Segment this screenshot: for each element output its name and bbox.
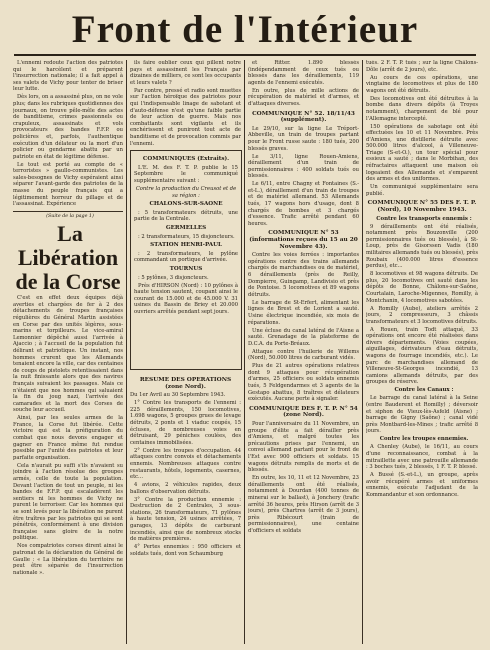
article-paragraph: En outre, les 10, 11 et 12 Novembre, 23 déraillements ont été réalisés, notamment à Dourdan (400 tonnes de minerai sur le ballast), à Jonchery (trafic arrêté 36 heures, près Hirson (arrêt de 3 jours), près Chartres (arrêt de 3 jours), près Ribécourt (train de permissionnaires), une centaine d'officiers et soldats <box>248 475 359 534</box>
article-paragraph: Contre les voies ferrées : importantes opérations contre des trains allemands chargés de marchandises ou de matériel, 6 déraillements (près de Reilly, Dompierre, Guingamp, Landivisio et près de Pontoise. 5 locomotives et 89 wagons détruits. <box>248 252 359 298</box>
article-paragraph: Par contre, pressé et radio sont muettes sur l'action héroïque des patriotes pour qui l'indispensable linage de sabotant et d'auto-défense n'est qu'une faible partie de leur action de guerre. Mais nos combattants sont vigilants et ils enchérissent et puniront tout acte de banditisme et de provocation commis par l'ennemi. <box>130 87 241 147</box>
article-paragraph: tués. 2 F. T. P. tués ; sur la ligne Châlons-Dôle (arrêt de 2 jours), etc. <box>366 60 478 73</box>
article-paragraph: A Rouen, train Todt attaqué, 33 opérations ont encore été réalisées dans divers départements. (Voies coupées, aiguillages, dérivateurs d'eau détruits, wagons de fourrage incendiés, etc.). Le parc de marchandises allemand de Villeneuve-St-Georges incendié, 13 camions allemands détruits, par des groupes de réserve. <box>366 326 478 386</box>
section-heading: COMMUNIQUE N° 53 (informations reçues du 15 au 20 Novembre 43). <box>249 230 358 250</box>
section-heading: COMMUNIQUE N° 55 DES F. T. P. (Nord), 10 Novembre 1943. <box>367 200 477 214</box>
article-paragraph: C'est en effet deux équipes déjà averties et chargées de fer à 2 des détachements de troupes françaises régulières du Général Martin assistées en Corse par des unités légères, sous-marins et torpilleurs. Le vice-amiral Lemonnier dépêché aussi l'arrivée à Ajaccio ; à l'accueil de la population fut délirant et patriotique. Un instant, nos hommes crurent que les Allemands tenaient encore la ville, car des centaines de coups de pistolets retentissaient dans la nuit finissante alors que des navires français suivaient les passages. Mais ce n'étaient que nos hommes qui saluaient la fin du joug nazi, l'arrivée des camarades et la mort des Corses de souche leur accueil. <box>13 295 123 414</box>
place-heading: STATION HENRI-PAUL <box>150 242 222 249</box>
article-paragraph: 4° Pertes ennemies : 950 officiers et soldats tués, dont von Schaumburg <box>130 544 241 557</box>
column-3 <box>248 60 359 646</box>
continuation-note: (Suite de la page 1) <box>46 213 94 219</box>
article-paragraph: L'ennemi redoute l'action des patriotes qui le harcèlent et préparent l'insurrection nationale; il a fait appel à ses valets de Vichy pour tenter de briser leur lutte. <box>13 60 123 93</box>
article-paragraph: 3° Contre la production ennemie : Destruction de 2 Centrales, 3 sous-stations, 26 transformateurs, 71 pylônes à haute tension, 24 usines arrêtées, 7 garages, 13 dépôts de carburant incendiés, ainsi que de nombreux stocks de matières premières. <box>130 496 241 543</box>
article-paragraph: et Ritter. 1.890 blessés (indépendamment de ceux tués ou blessés dans les déraillements, 119 agents de l'ennemi exécutés. <box>248 60 359 86</box>
article-headline: La Libération de la Corse <box>15 220 121 294</box>
box-paragraph: : 2 transformateurs, 15 disjoncteurs. <box>138 233 235 240</box>
section-subheading: Contre les Canaux : <box>394 387 454 394</box>
column-1 <box>13 60 123 646</box>
article-paragraph: Un communiqué supplémentaire sera publié. <box>366 184 478 197</box>
article-paragraph: Le tout est porté au compte de « terroristes » gaullo-communistes. Les sales-besognes de Vichy espéraient ainsi séparer l'avant-garde des patriotes de la masse du peuple français qui a légitimement horreur du pillage et de l'assassinat. Expérience <box>13 161 123 208</box>
article-paragraph: Le 6/11, entre Chagny et Fontaines (S.-et-L.), déraillement d'un train de troupes et de matériel allemand. 53 Allemands tués, 17 wagons hors d'usage, dont 8 chargés de bombes et 3 chargés d'essence. Trafic arrêté pendant 60 heures. <box>248 181 359 227</box>
article-paragraph: A Bussé (S.-et-L.), un groupe, après avoir récupéré armes et uniformes ennemis, exécute l'adjudant de la Kommandantur et son ordonnance. <box>366 472 478 498</box>
box-subheading: Contre la production du Creusot et de sa région : <box>135 185 237 199</box>
article-paragraph: Le 3/11, ligne Rouen-Amiens, déraillement d'un train de permissionnaires : 400 soldats tués ou blessés. <box>248 153 359 180</box>
article-paragraph: 1° Contre les transports de l'ennemi : 225 déraillements, 150 locomotives, 1.698 wagons, 5 groupes grues de levage détruits, 2 ponts et 1 viaduc coupés, 15 écluses, de nombreuses voies en détruisant, 29 péniches coulées, des centaines immobilisées. <box>130 400 241 446</box>
article-paragraph: 8 locomotives et 98 wagons détruits. De plus, 20 locomotives ont sauté dans les dépôts de Bonne, Châlons-sur-Saône, Courtalain, Laroche-Migennes, Romilly, à Montchanin, 4 locomotives sabotées. <box>366 271 478 304</box>
box-heading: COMMUNIQUES (Extraits). <box>142 156 230 162</box>
place-heading: TOURNUS <box>169 265 203 272</box>
article-paragraph: 4 avions, 2 véhicules rapides, deux ballons d'observation détruits. <box>130 482 241 495</box>
column-4 <box>366 60 478 646</box>
section-heading: RESUME DES OPERATIONS (zone Nord). <box>139 377 232 390</box>
box-paragraph: : 2 transformateurs, le pylône commandant un portique d'arrivée. <box>134 250 238 264</box>
article-paragraph: Une écluse du canal latéral de l'Aisne a sauté. Grenadage de la plateforme de D.C.A. du Porte-Bréaux. <box>248 327 359 347</box>
article-paragraph: ils faire oublier ceux qui pillent notre pays et assassinent les Français par dizaines de milliers, ce sont les occupants et leurs valets ? <box>130 60 241 86</box>
article-paragraph: A Chenley (Aube), le 16/11, au cours d'une reconnaissance, combat à la mitraillette avec une patrouille allemande : 3 boches tués, 2 blessés, 1 F. T. P. blessé. <box>366 444 478 471</box>
article-paragraph: Le barrage de St-Erfert, alimentant les lignes de Brest et de Lorient a sauté. Usine électrique incendiée, six mois de réparations. <box>248 299 359 326</box>
article-paragraph: Pour l'anniversaire du 11 Novembre, un groupe d'élite a fait dérailler près d'Amiens, et malgré toutes les précautions prises par l'ennemi, un convoi allemand partant pour le front de l'Est avec 900 officiers et soldats. 15 wagons détruits remplis de morts et de blessés. <box>248 421 359 474</box>
article-paragraph: Dès lors, on a assassiné plus, on ne vole plus; dans les rubriques quotidiennes des journaux, on trouve pêle-mêle des actes de banditisme, crimes passionnels ou crapuleux, assassinats et vols provocateurs des bandes F.F.P. ou policières et, parfois, l'authentique exécution d'un délateur ou la mort d'un policier ou gendarme abattu par un patriote en état de légitime défense. <box>13 94 123 160</box>
article-paragraph: Attaque contre l'huilerie de Willems (Nord), 50.000 litres de carburant vidés. <box>248 348 359 362</box>
box-paragraph: : 5 transformateurs détruits, une partie de la Centrale. <box>134 209 238 223</box>
article-paragraph: Au cours de ces opérations, une vingtaine de locomotives et plus de 180 wagons ont été détruits. <box>366 74 478 94</box>
section-heading: COMMUNIQUE N° 52. 18/11/43 (supplément). <box>252 110 355 124</box>
article-paragraph: Plus de 21 autres opérations relatives dont 9 attaques pour récupération d'armes, 25 officiers ou soldats ennemis tués, 5 Feldgendarmes et 3 agents de la Gestapo abattus, 8 traîtres et délateurs exécutés. Aucune perte à signaler. <box>248 363 359 403</box>
column-divider-3 <box>362 60 363 644</box>
masthead-title: Front de l'Intérieur <box>71 8 419 51</box>
article-paragraph: Du 1er Avril au 30 Septembre 1943. <box>130 392 226 399</box>
place-heading: GERMELLES <box>165 224 207 231</box>
communiques-box <box>130 150 242 370</box>
place-heading: CHALONS-SUR-SAONE <box>149 201 223 208</box>
article-paragraph: Nos compatriotes corses dirent ainsi le patronat de la déclaration du Général de Gaulle : « La libération du territoire ne peut être séparée de l'insurrection nationale ». <box>13 543 123 576</box>
article-paragraph: Ainsi, par les seules armes de la France, la Corse fut libérée. Cette victoire qui est la préfiguration du combat que nous devons engager et gagner en France même fut rendue possible par l'unité des patriotes et leur parfaite organisation. <box>13 415 123 461</box>
article-paragraph: En outre, plus de mille actions de récupération de matériel et d'armes, et d'attaques diverses. <box>248 87 359 107</box>
article-paragraph: Cela n'aurait pu suffi s'ils n'avaient su joindre à l'action résolue des groupes armés, celle de toute la population. Devant l'action de tout un peuple, ni les bandes de F.F.P. qui escaladèrent les sentiers ni les hommes de Vichy ne purent le terroriser. Car les hommes qui se sont levés pour la libération ne purent être traîtres par les patriotes qui se sont pénétrés, conformément à une division française sans gloire de la notre politique. <box>13 462 123 542</box>
column-divider-1 <box>126 60 127 644</box>
article-paragraph: A Romilly (Aube), ateliers arrêtés 2 jours, 2 compresseurs, 3 châssis transformateurs et 3 locomotives détruits. <box>366 305 478 325</box>
article-paragraph: 9 déraillements ont été réalisés, notamment près Bouzonville (200 permissionnaires tués ou blessés), à St-Loup, près de Gisorssen Vadis (180 militaires allemands tués ou blessés), près Roubaix (400.000 litres d'essence perdus), etc... <box>366 223 478 270</box>
section-heading: COMMUNIQUE DES F. T. P. N° 54 (zone Nord). <box>249 405 358 419</box>
column-2-bottom <box>130 374 241 646</box>
article-paragraph: 150 opérations de sabotage ont été effectuées les 10 et 11 Novembre. Près d'Amiens, une distillerie détruite avec 500.000 litres d'alcool, à Villeneuve-Triage (S-et-O.), un tour spécial pour essieux a sauté ; dans le Morbihan, des réfractaires attaquent une maison où logeaient des Allemands et s'emparent des armes et des uniformes. <box>366 123 478 183</box>
masthead-rule <box>14 54 476 56</box>
box-paragraph: : 5 pylônes, 3 disjoncteurs. <box>138 274 209 281</box>
box-paragraph: L'E. M. des F. T. P. publie le 15 Septembre le communiqué supplémentaire suivant : <box>134 164 238 184</box>
section-rule <box>13 211 123 212</box>
article-paragraph: 2° Contre les troupes d'occupation. 44 attaques contre convois et détachements ennemis. Nombreuses attaques contre restaurants, hôtels, logements, casernes, etc... <box>130 447 241 481</box>
box-paragraph: Près d'HIRSON (Nord) : 10 pylônes à haute tension sautent, coupant ainsi le courant de 15.000 et de 45.000 V. 31 usines du Bassin de Briey et 20.000 ouvriers arrêtés pendant sept jours. <box>134 282 238 316</box>
article-paragraph: Le 29/10, sur la ligne Le Tréport-Abbeville, un train de troupes partant pour le Front russe saute : 180 tués, 200 blessés graves. <box>248 125 359 152</box>
column-divider-2 <box>244 60 245 644</box>
section-subheading: Contre les transports ennemis : <box>376 215 472 222</box>
section-subheading: Contre les troupes ennemies. <box>379 436 469 443</box>
article-paragraph: Le barrage du canal latéral à la Seine (entre Bauderent et Romilly) ; déversoir et siphon de Vieux-lès-Asfeld (Aisne) ; barrage de Gigny (Saône) ; canal vidé près Montbard-les-Mines ; trafic arrêté 8 jours. <box>366 395 478 435</box>
article-paragraph: Des locomotives ont été détruites à la bombe dans divers dépôts (à Troyes notamment), chargement de blé pour l'Allemagne intercepté. <box>366 95 478 122</box>
